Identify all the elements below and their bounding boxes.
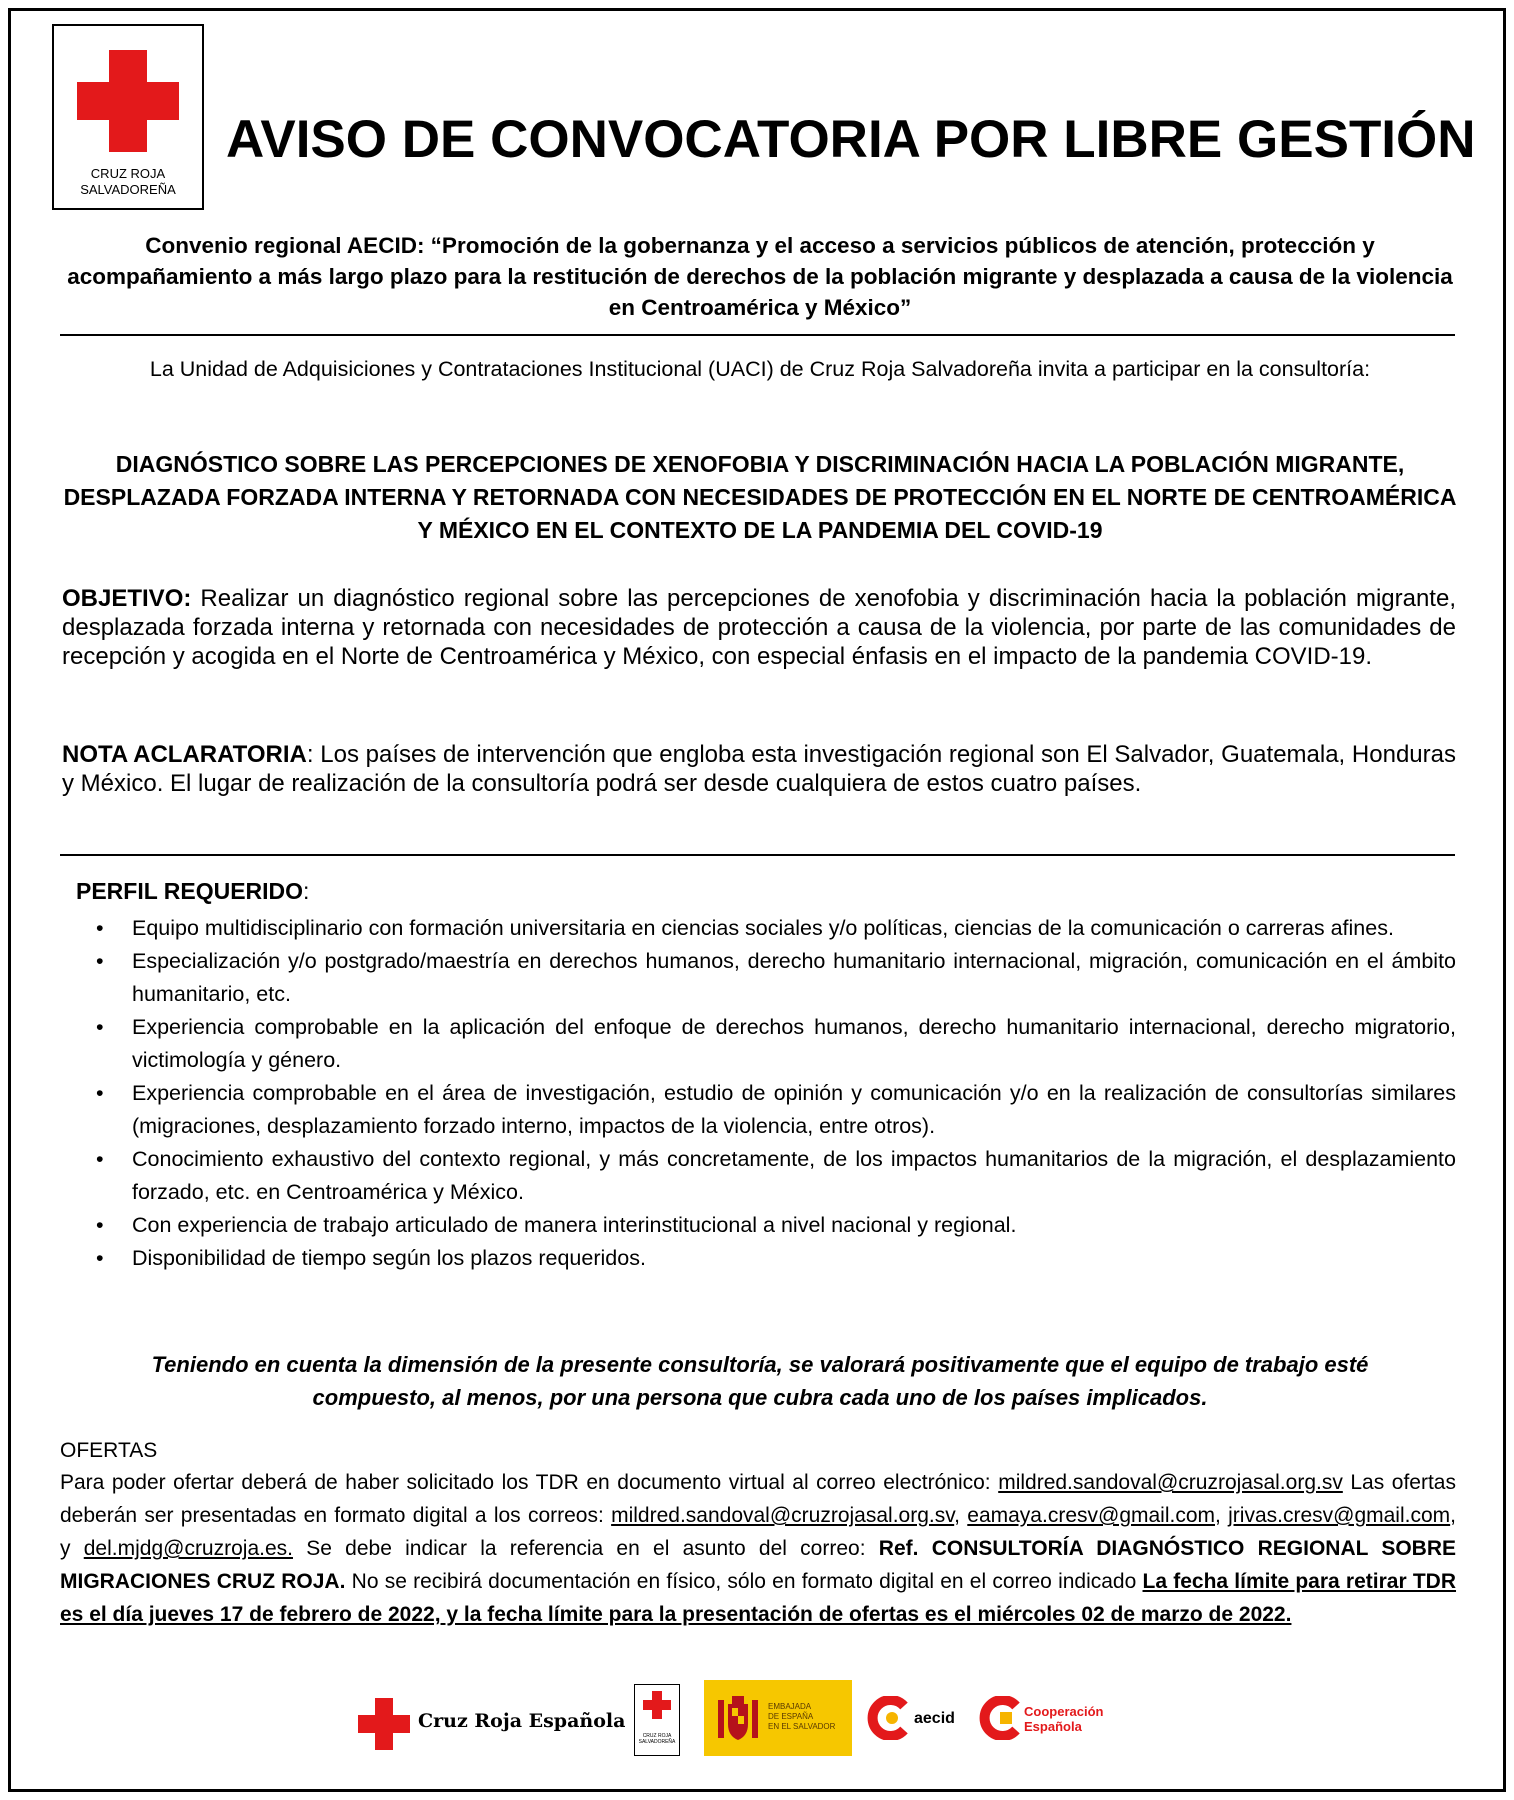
cre-label: Cruz Roja Española: [418, 1710, 626, 1732]
ofertas-text-4: No se recibirá documentación en físico, sólo en formato digital en el correo indicado: [345, 1570, 1143, 1593]
separator: ,: [1215, 1504, 1229, 1527]
ofertas-text-3: Se debe indicar la referencia en el asunto del correo:: [292, 1537, 879, 1560]
logo-text: [54, 166, 202, 198]
cooperacion-c-icon: [978, 1696, 1022, 1740]
list-item: [60, 1077, 1456, 1143]
crs-small-text: [635, 1733, 679, 1745]
cooperacion-espanola-logo: [974, 1680, 1120, 1756]
list-item-text: Experiencia comprobable en la aplicación del enfoque de derechos humanos, derecho humanitario internacional, derecho migratorio, victimología y género.: [132, 1015, 1456, 1072]
divider-top: [60, 334, 1455, 336]
list-item-text: Especialización y/o postgrado/maestría en derechos humanos, derecho humanitario internacional, migración, comunicación en el ámbito humanitario, etc.: [132, 949, 1456, 1006]
ofertas-text-1: Para poder ofertar deberá de haber solicitado los TDR en documento virtual al correo electrónico:: [60, 1471, 999, 1494]
email-link-2[interactable]: mildred.sandoval@cruzrojasal.org.sv: [611, 1504, 955, 1527]
footer-logos: [352, 1680, 1122, 1760]
logo-text-line1: CRUZ ROJA: [90, 166, 166, 181]
embajada-line2: DE ESPAÑA: [768, 1712, 814, 1721]
ofertas-heading: OFERTAS: [60, 1439, 158, 1462]
perfil-list: [60, 912, 1456, 1275]
nota-text: : Los países de intervención que engloba esta investigación regional son El Salvador, Guatemala, Honduras y México. El lugar de realización de la consultoría podrá ser desde cualquiera de estos cuatro países.: [62, 741, 1456, 797]
team-note: Teniendo en cuenta la dimensión de la presente consultoría, se valorará positivamente que el equipo de trabajo esté compuesto, al menos, por una persona que cubra cada uno de los países implicados.: [151, 1352, 1369, 1410]
aecid-logo: [862, 1680, 962, 1756]
ofertas-text-2: Las ofertas deberán ser presentadas en formato digital a los correos:: [60, 1471, 1456, 1527]
crs-small-line2: SALVADOREÑA: [638, 1739, 676, 1745]
ofertas-paragraph: [60, 1466, 1456, 1631]
red-cross-icon: [73, 46, 183, 156]
list-item-text: Con experiencia de trabajo articulado de manera interinstitucional a nivel nacional y regional.: [132, 1213, 1017, 1237]
cooperacion-text: [1024, 1704, 1103, 1734]
bullet-icon: •: [96, 916, 104, 940]
objetivo-label: OBJETIVO:: [62, 585, 192, 612]
cruz-roja-salvadorena-logo: [52, 24, 204, 210]
nota-paragraph: [62, 740, 1456, 798]
list-item-text: Experiencia comprobable en el área de investigación, estudio de opinión y comunicación y/o en la realización de consultorías similares (migraciones, desplazamiento forzado interno, impactos de la violencia, entre otros).: [132, 1081, 1456, 1138]
bullet-icon: •: [96, 1213, 104, 1237]
email-link-1[interactable]: mildred.sandoval@cruzrojasal.org.sv: [998, 1471, 1343, 1494]
consultancy-title: DIAGNÓSTICO SOBRE LAS PERCEPCIONES DE XENOFOBIA Y DISCRIMINACIÓN HACIA LA POBLACIÓN MIGRANTE, DESPLAZADA FORZADA INTERNA Y RETORNADA CON NECESIDADES DE PROTECCIÓN EN EL NORTE DE CENTROAMÉRICA Y MÉXICO EN EL CONTEXTO DE LA PANDEMIA DEL COVID-19: [63, 451, 1457, 543]
list-item-text: Equipo multidisciplinario con formación universitaria en ciencias sociales y/o políticas, ciencias de la comunicación o carreras afines.: [132, 916, 1394, 940]
list-item: [60, 912, 1456, 945]
crs-small-line1: CRUZ ROJA: [642, 1733, 672, 1739]
red-cross-icon: [358, 1698, 410, 1750]
list-item: [60, 1209, 1456, 1242]
embajada-line3: EN EL SALVADOR: [768, 1722, 836, 1731]
embajada-line1: EMBAJADA: [768, 1702, 812, 1711]
list-item: [60, 1011, 1456, 1077]
divider-middle: [60, 854, 1455, 856]
embajada-espana-logo: [704, 1680, 852, 1756]
perfil-heading: [76, 876, 309, 906]
list-item: [60, 1143, 1456, 1209]
logo-text-line2: SALVADOREÑA: [80, 182, 176, 197]
list-item: [60, 1242, 1456, 1275]
reference-text: Ref. CONSULTORÍA DIAGNÓSTICO REGIONAL SOBRE MIGRACIONES CRUZ ROJA.: [60, 1537, 1456, 1593]
bullet-icon: •: [96, 1081, 104, 1105]
invite-text: La Unidad de Adquisiciones y Contrataciones Institucional (UACI) de Cruz Roja Salvadoreña invita a participar en la consultoría:: [149, 357, 1371, 381]
separator: , y: [60, 1504, 1456, 1560]
bullet-icon: •: [96, 949, 104, 973]
nota-label: NOTA ACLARATORIA: [62, 741, 307, 768]
list-item-text: Conocimiento exhaustivo del contexto regional, y más concretamente, de los impactos humanitarios de la migración, el desplazamiento forzado, etc. en Centroamérica y México.: [132, 1147, 1456, 1204]
coop-line2: Española: [1024, 1719, 1082, 1734]
aecid-label: aecid: [914, 1710, 955, 1727]
email-link-3[interactable]: eamaya.cresv@gmail.com: [967, 1504, 1216, 1527]
separator: ,: [954, 1504, 968, 1527]
perfil-colon: :: [303, 878, 310, 904]
red-cross-icon: [643, 1691, 671, 1719]
cruz-roja-salvadorena-small-logo: [634, 1684, 680, 1756]
objetivo-text: Realizar un diagnóstico regional sobre las percepciones de xenofobia y discriminación hacia la población migrante, desplazada forzada interna y retornada con necesidades de protección a causa de la violencia, por parte de las comunidades de recepción y acogida en el Norte de Centroamérica y México, con especial énfasis en el impacto de la pandemia COVID-19.: [62, 585, 1456, 670]
coop-line1: Cooperación: [1024, 1704, 1104, 1719]
bullet-icon: •: [96, 1015, 104, 1039]
coat-of-arms-icon: [714, 1694, 762, 1744]
bullet-icon: •: [96, 1147, 104, 1171]
list-item-text: Disponibilidad de tiempo según los plazos requeridos.: [132, 1246, 646, 1270]
deadline-text: La fecha límite para retirar TDR es el día jueves 17 de febrero de 2022, y la fecha límite para la presentación de ofertas es el miércoles 02 de marzo de 2022.: [60, 1570, 1457, 1626]
cruz-roja-espanola-logo: [352, 1680, 626, 1756]
email-link-5[interactable]: del.mjdg@cruzroja.es.: [83, 1537, 293, 1560]
page-title: AVISO DE CONVOCATORIA POR LIBRE GESTIÓN: [226, 110, 1476, 169]
email-link-4[interactable]: jrivas.cresv@gmail.com: [1228, 1504, 1451, 1527]
aecid-c-icon: [866, 1696, 910, 1740]
convenio-heading: Convenio regional AECID: “Promoción de la gobernanza y el acceso a servicios públicos de atención, protección y acompañamiento a más largo plazo para la restitución de derechos de la población migrante y desplazada a causa de la violencia en Centroamérica y México”: [67, 233, 1453, 320]
list-item: [60, 945, 1456, 1011]
objetivo-paragraph: [62, 584, 1456, 671]
embajada-text: [768, 1702, 835, 1732]
bullet-icon: •: [96, 1246, 104, 1270]
perfil-label: PERFIL REQUERIDO: [76, 878, 304, 904]
